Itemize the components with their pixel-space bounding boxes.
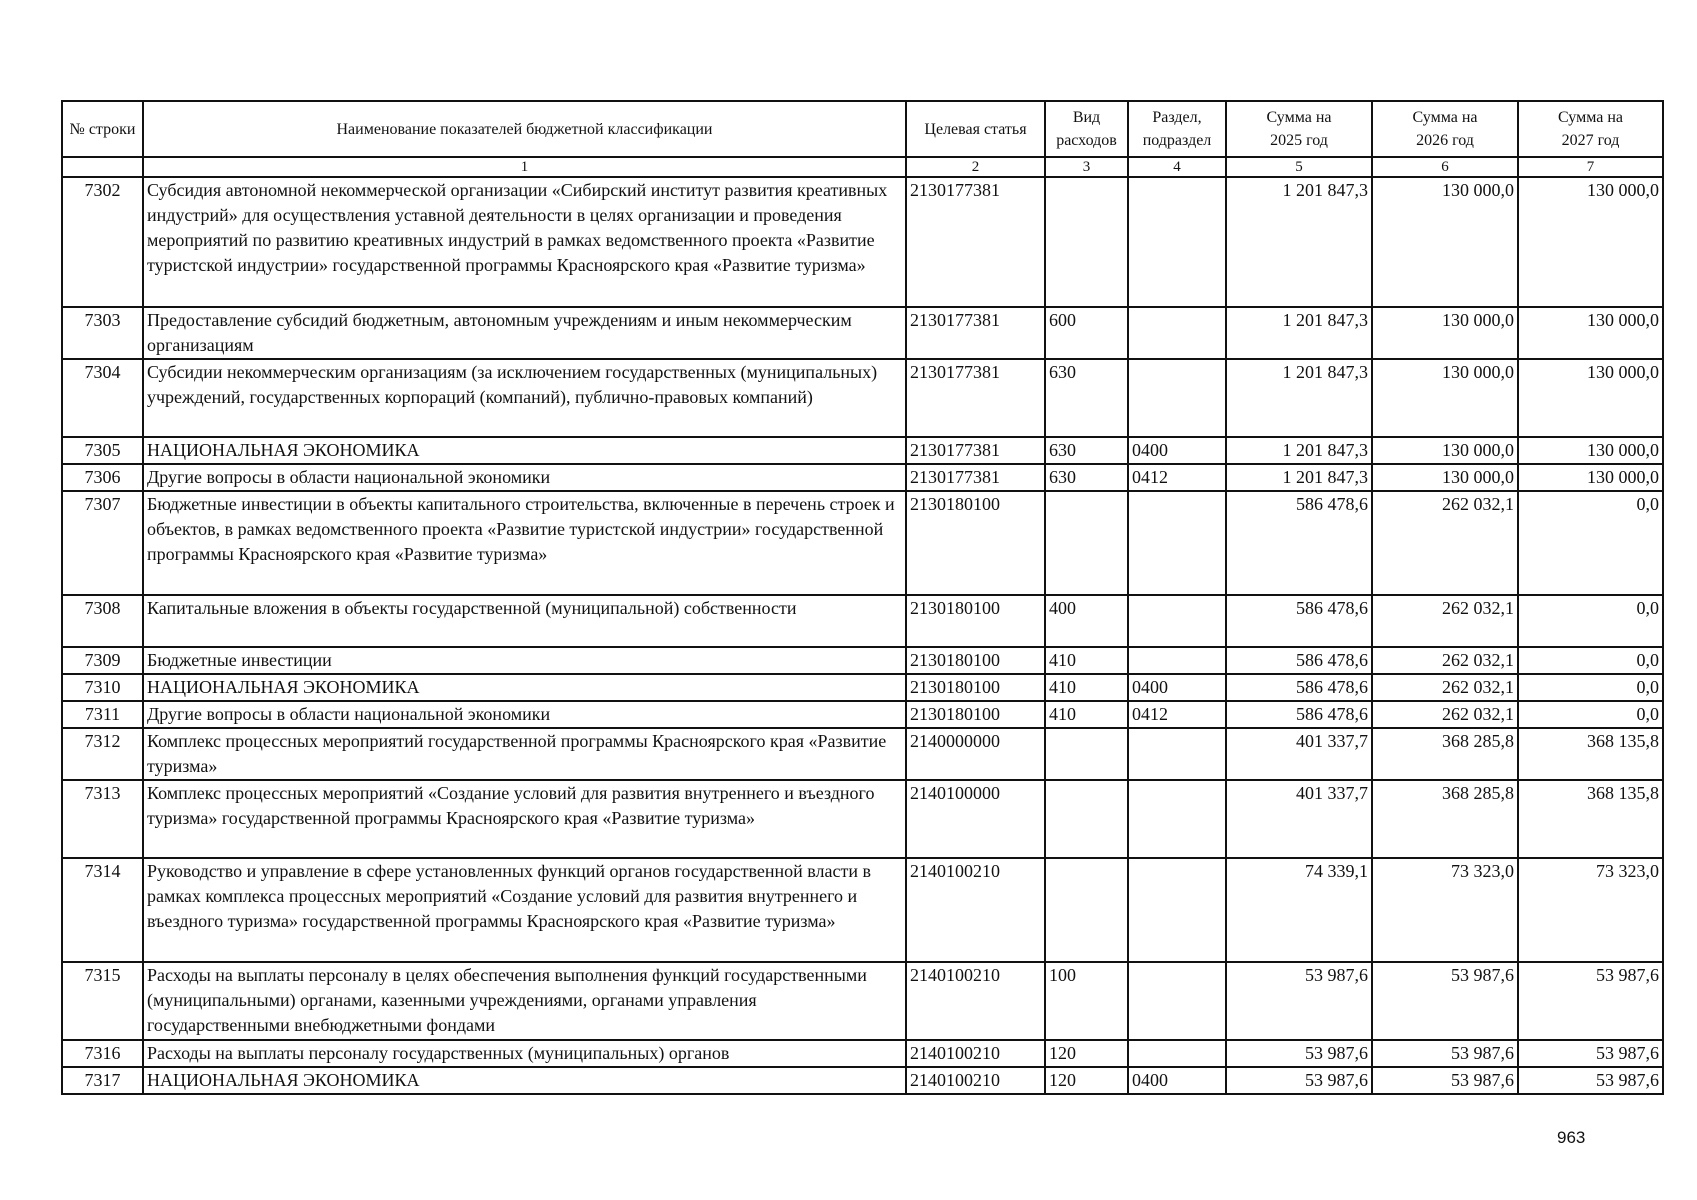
row-sum-2025: 1 201 847,3 <box>1226 464 1372 491</box>
row-sum-2027: 53 987,6 <box>1518 962 1663 1040</box>
header-sum-2025-line1: Сумма на <box>1266 109 1332 126</box>
header-expense-type-line2: расходов <box>1056 132 1117 149</box>
row-expense-type: 630 <box>1045 437 1128 464</box>
column-number: 6 <box>1372 157 1518 177</box>
row-name: НАЦИОНАЛЬНАЯ ЭКОНОМИКА <box>143 1067 906 1094</box>
row-expense-type: 410 <box>1045 674 1128 701</box>
row-sum-2027: 53 987,6 <box>1518 1040 1663 1067</box>
row-section <box>1128 962 1226 1040</box>
row-expense-type: 630 <box>1045 464 1128 491</box>
row-name: Капитальные вложения в объекты государственной (муниципальной) собственности <box>143 595 906 647</box>
row-expense-type <box>1045 858 1128 962</box>
row-target-article: 2130180100 <box>906 701 1045 728</box>
row-sum-2026: 262 032,1 <box>1372 701 1518 728</box>
row-number: 7303 <box>62 307 143 359</box>
row-expense-type <box>1045 780 1128 858</box>
row-number: 7311 <box>62 701 143 728</box>
row-sum-2027: 0,0 <box>1518 674 1663 701</box>
row-section <box>1128 595 1226 647</box>
row-sum-2027: 0,0 <box>1518 647 1663 674</box>
column-number-blank <box>62 157 143 177</box>
row-sum-2026: 73 323,0 <box>1372 858 1518 962</box>
column-number: 2 <box>906 157 1045 177</box>
row-section <box>1128 858 1226 962</box>
row-sum-2026: 262 032,1 <box>1372 491 1518 595</box>
row-sum-2025: 53 987,6 <box>1226 1067 1372 1094</box>
column-number: 5 <box>1226 157 1372 177</box>
table-row <box>62 1040 1663 1067</box>
row-expense-type: 400 <box>1045 595 1128 647</box>
row-target-article: 2130177381 <box>906 177 1045 307</box>
row-sum-2027: 0,0 <box>1518 701 1663 728</box>
budget-table <box>61 100 1664 1095</box>
row-name: Комплекс процессных мероприятий «Создание условий для развития внутреннего и въездного туризма» государственной программы Красноярского края «Развитие туризма» <box>143 780 906 858</box>
table-row <box>62 464 1663 491</box>
table-row <box>62 647 1663 674</box>
row-sum-2025: 401 337,7 <box>1226 728 1372 780</box>
header-sum-2025-line2: 2025 год <box>1270 132 1328 149</box>
row-section: 0412 <box>1128 701 1226 728</box>
row-name: НАЦИОНАЛЬНАЯ ЭКОНОМИКА <box>143 674 906 701</box>
row-sum-2025: 586 478,6 <box>1226 701 1372 728</box>
row-sum-2026: 262 032,1 <box>1372 647 1518 674</box>
row-expense-type: 120 <box>1045 1067 1128 1094</box>
table-row <box>62 177 1663 307</box>
row-sum-2027: 73 323,0 <box>1518 858 1663 962</box>
row-section: 0400 <box>1128 437 1226 464</box>
table-row <box>62 1067 1663 1094</box>
table-row <box>62 701 1663 728</box>
header-sum-2027 <box>1518 101 1663 157</box>
row-sum-2026: 262 032,1 <box>1372 674 1518 701</box>
row-number: 7316 <box>62 1040 143 1067</box>
header-section <box>1128 101 1226 157</box>
row-section: 0400 <box>1128 1067 1226 1094</box>
row-expense-type: 410 <box>1045 647 1128 674</box>
header-sum-2026-line1: Сумма на <box>1412 109 1478 126</box>
column-number: 3 <box>1045 157 1128 177</box>
row-expense-type: 600 <box>1045 307 1128 359</box>
row-target-article: 2140100210 <box>906 1040 1045 1067</box>
row-sum-2027: 130 000,0 <box>1518 464 1663 491</box>
row-section: 0400 <box>1128 674 1226 701</box>
table-row <box>62 491 1663 595</box>
row-name: Субсидии некоммерческим организациям (за исключением государственных (муниципальных) учреждений, государственных корпораций (компаний), публично-правовых компаний) <box>143 359 906 437</box>
table-header-row <box>62 101 1663 157</box>
row-name: Комплекс процессных мероприятий государственной программы Красноярского края «Развитие туризма» <box>143 728 906 780</box>
table-row <box>62 674 1663 701</box>
header-row-number: № строки <box>62 101 143 157</box>
row-number: 7310 <box>62 674 143 701</box>
table-row <box>62 307 1663 359</box>
row-sum-2025: 53 987,6 <box>1226 1040 1372 1067</box>
row-target-article: 2130177381 <box>906 464 1045 491</box>
row-sum-2025: 74 339,1 <box>1226 858 1372 962</box>
row-sum-2027: 130 000,0 <box>1518 359 1663 437</box>
header-sum-2026-line2: 2026 год <box>1416 132 1474 149</box>
row-sum-2027: 0,0 <box>1518 491 1663 595</box>
row-name: Предоставление субсидий бюджетным, автономным учреждениям и иным некоммерческим организациям <box>143 307 906 359</box>
row-sum-2026: 130 000,0 <box>1372 464 1518 491</box>
row-target-article: 2140100210 <box>906 858 1045 962</box>
table-row <box>62 595 1663 647</box>
row-sum-2027: 0,0 <box>1518 595 1663 647</box>
row-target-article: 2130180100 <box>906 491 1045 595</box>
row-sum-2025: 53 987,6 <box>1226 962 1372 1040</box>
row-expense-type <box>1045 177 1128 307</box>
row-target-article: 2130177381 <box>906 437 1045 464</box>
row-sum-2025: 586 478,6 <box>1226 491 1372 595</box>
row-name: НАЦИОНАЛЬНАЯ ЭКОНОМИКА <box>143 437 906 464</box>
header-sum-2025 <box>1226 101 1372 157</box>
row-sum-2026: 130 000,0 <box>1372 307 1518 359</box>
row-number: 7304 <box>62 359 143 437</box>
row-sum-2027: 368 135,8 <box>1518 728 1663 780</box>
row-expense-type: 410 <box>1045 701 1128 728</box>
header-sum-2027-line1: Сумма на <box>1558 109 1623 126</box>
row-sum-2026: 130 000,0 <box>1372 359 1518 437</box>
row-name: Другие вопросы в области национальной экономики <box>143 464 906 491</box>
row-sum-2026: 262 032,1 <box>1372 595 1518 647</box>
row-sum-2027: 130 000,0 <box>1518 437 1663 464</box>
row-sum-2027: 130 000,0 <box>1518 307 1663 359</box>
row-sum-2026: 368 285,8 <box>1372 728 1518 780</box>
row-name: Бюджетные инвестиции <box>143 647 906 674</box>
table-body <box>62 177 1663 1094</box>
row-expense-type: 100 <box>1045 962 1128 1040</box>
row-target-article: 2140100000 <box>906 780 1045 858</box>
row-sum-2025: 586 478,6 <box>1226 674 1372 701</box>
row-sum-2025: 1 201 847,3 <box>1226 307 1372 359</box>
row-number: 7312 <box>62 728 143 780</box>
row-sum-2025: 586 478,6 <box>1226 595 1372 647</box>
row-sum-2025: 586 478,6 <box>1226 647 1372 674</box>
row-target-article: 2130180100 <box>906 595 1045 647</box>
row-sum-2026: 53 987,6 <box>1372 1040 1518 1067</box>
header-name: Наименование показателей бюджетной классификации <box>143 101 906 157</box>
row-section <box>1128 307 1226 359</box>
row-sum-2026: 130 000,0 <box>1372 177 1518 307</box>
row-sum-2026: 368 285,8 <box>1372 780 1518 858</box>
table-row <box>62 359 1663 437</box>
column-number: 4 <box>1128 157 1226 177</box>
row-section <box>1128 780 1226 858</box>
table-row <box>62 437 1663 464</box>
row-number: 7314 <box>62 858 143 962</box>
row-number: 7315 <box>62 962 143 1040</box>
row-number: 7308 <box>62 595 143 647</box>
row-section <box>1128 491 1226 595</box>
row-number: 7313 <box>62 780 143 858</box>
header-sum-2026 <box>1372 101 1518 157</box>
row-expense-type: 630 <box>1045 359 1128 437</box>
table-row <box>62 858 1663 962</box>
row-sum-2025: 1 201 847,3 <box>1226 437 1372 464</box>
row-section <box>1128 1040 1226 1067</box>
row-sum-2025: 1 201 847,3 <box>1226 177 1372 307</box>
row-number: 7302 <box>62 177 143 307</box>
row-name: Расходы на выплаты персоналу государственных (муниципальных) органов <box>143 1040 906 1067</box>
row-name: Бюджетные инвестиции в объекты капитального строительства, включенные в перечень строек и объектов, в рамках ведомственного проекта «Развитие туристской индустрии» государственной программы Красноярского края «Развитие туризма» <box>143 491 906 595</box>
row-number: 7317 <box>62 1067 143 1094</box>
row-section <box>1128 177 1226 307</box>
row-sum-2025: 401 337,7 <box>1226 780 1372 858</box>
row-sum-2026: 53 987,6 <box>1372 962 1518 1040</box>
row-name: Расходы на выплаты персоналу в целях обеспечения выполнения функций государственными (муниципальными) органами, казенными учреждениями, органами управления государственными внебюджетными фондами <box>143 962 906 1040</box>
row-sum-2027: 130 000,0 <box>1518 177 1663 307</box>
header-section-line1: Раздел, <box>1152 109 1202 126</box>
row-name: Другие вопросы в области национальной экономики <box>143 701 906 728</box>
table-row <box>62 780 1663 858</box>
row-section <box>1128 728 1226 780</box>
header-sum-2027-line2: 2027 год <box>1561 132 1620 149</box>
row-name: Руководство и управление в сфере установленных функций органов государственной власти в рамках комплекса процессных мероприятий «Создание условий для развития внутреннего и въездного туризма» государственной программы Красноярского края «Развитие туризма» <box>143 858 906 962</box>
column-number: 7 <box>1518 157 1663 177</box>
row-number: 7305 <box>62 437 143 464</box>
header-expense-type-line1: Вид <box>1072 109 1101 126</box>
row-target-article: 2140100210 <box>906 1067 1045 1094</box>
row-expense-type <box>1045 728 1128 780</box>
row-sum-2026: 130 000,0 <box>1372 437 1518 464</box>
row-number: 7309 <box>62 647 143 674</box>
column-numbers-row <box>62 157 1663 177</box>
row-expense-type <box>1045 491 1128 595</box>
row-target-article: 2130180100 <box>906 647 1045 674</box>
row-target-article: 2140000000 <box>906 728 1045 780</box>
column-number: 1 <box>143 157 906 177</box>
row-sum-2027: 53 987,6 <box>1518 1067 1663 1094</box>
row-sum-2027: 368 135,8 <box>1518 780 1663 858</box>
row-section <box>1128 647 1226 674</box>
row-number: 7306 <box>62 464 143 491</box>
row-name: Субсидия автономной некоммерческой организации «Сибирский институт развития креативных индустрий» для осуществления уставной деятельности в целях организации и проведения мероприятий по развитию креативных индустрий в рамках ведомственного проекта «Развитие туристской индустрии» государственной программы Красноярского края «Развитие туризма» <box>143 177 906 307</box>
row-number: 7307 <box>62 491 143 595</box>
row-section <box>1128 359 1226 437</box>
row-target-article: 2130180100 <box>906 674 1045 701</box>
table-row <box>62 728 1663 780</box>
header-target-article: Целевая статья <box>906 101 1045 157</box>
row-target-article: 2130177381 <box>906 359 1045 437</box>
row-section: 0412 <box>1128 464 1226 491</box>
row-sum-2026: 53 987,6 <box>1372 1067 1518 1094</box>
header-expense-type <box>1045 101 1128 157</box>
page-number: 963 <box>1557 1128 1586 1147</box>
row-sum-2025: 1 201 847,3 <box>1226 359 1372 437</box>
header-section-line2: подраздел <box>1142 132 1212 149</box>
row-target-article: 2140100210 <box>906 962 1045 1040</box>
row-expense-type: 120 <box>1045 1040 1128 1067</box>
row-target-article: 2130177381 <box>906 307 1045 359</box>
table-row <box>62 962 1663 1040</box>
